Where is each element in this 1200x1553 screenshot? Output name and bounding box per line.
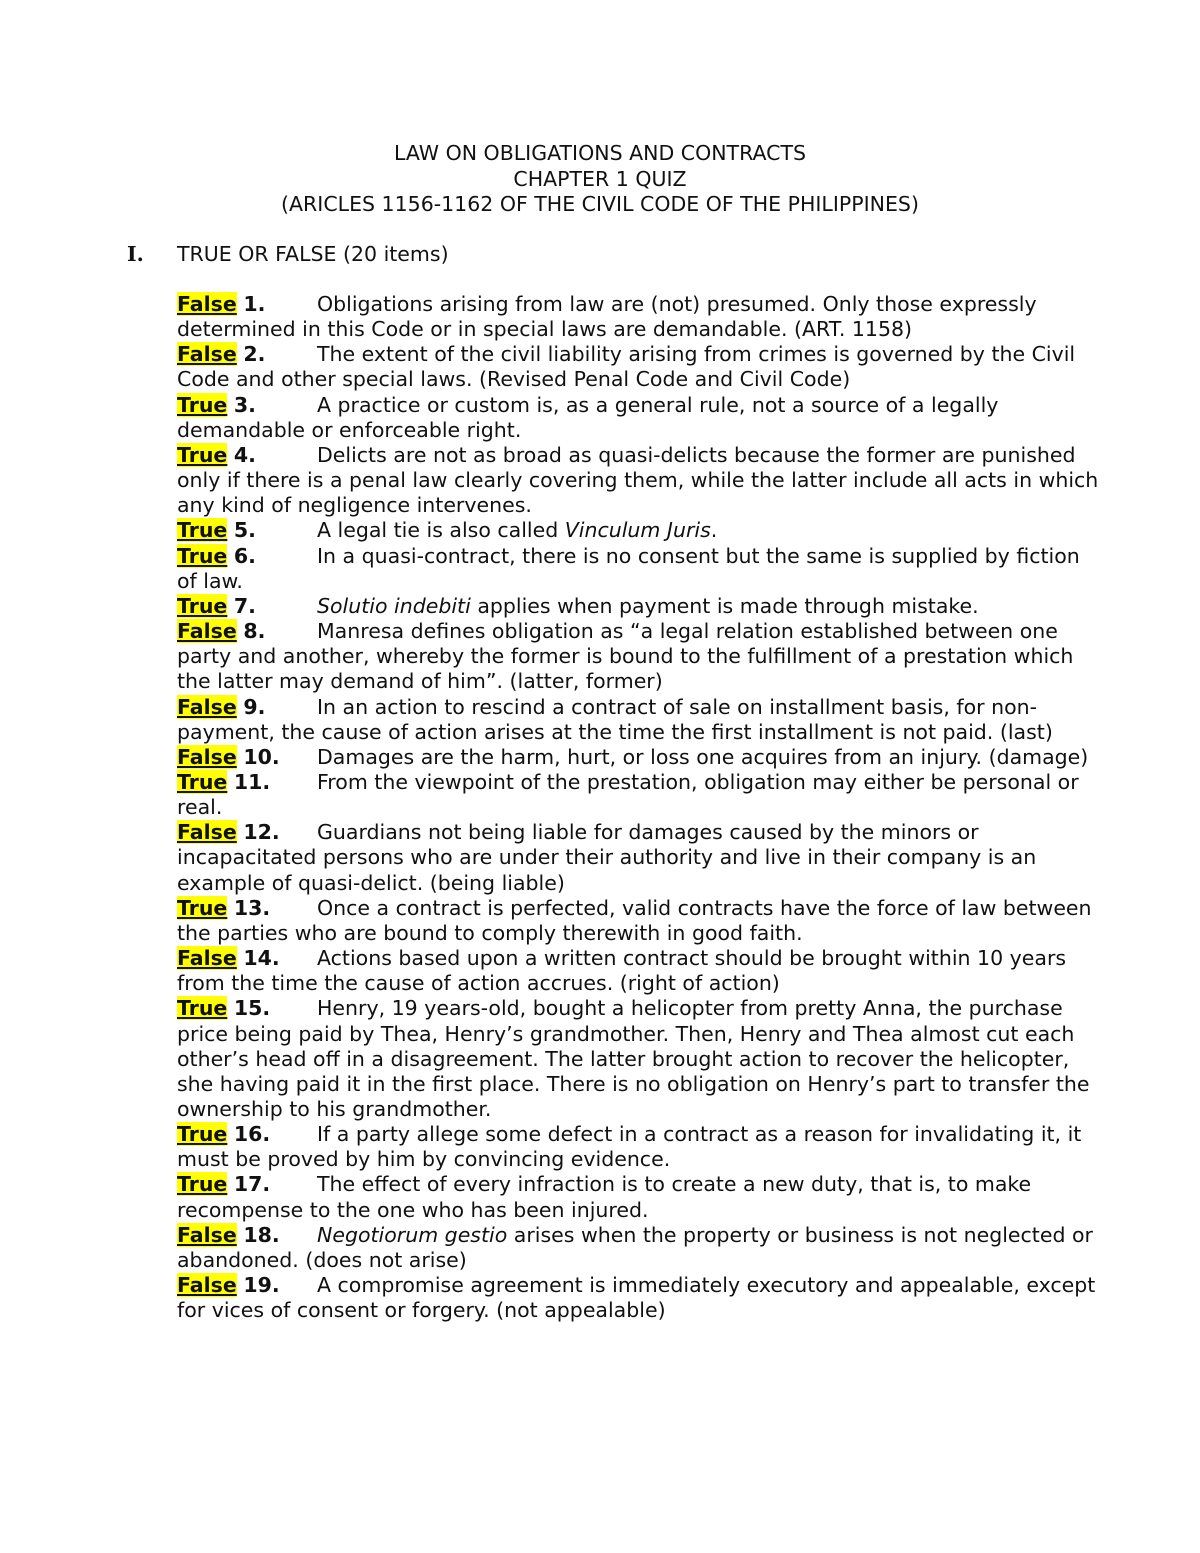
title-line-1: LAW ON OBLIGATIONS AND CONTRACTS (393, 141, 806, 165)
item-number: 7. (233, 593, 256, 618)
item-number: 14. (243, 946, 280, 971)
item-number: 8. (243, 619, 266, 644)
item-number: 4. (233, 442, 256, 467)
item-number: 11. (233, 769, 271, 794)
item-text: Manresa defines obligation as “a legal relation established between one party and another, whereby the former is bound to the fulfillment of a prestation which the latter may demand of him”. (latter, former) (177, 619, 1074, 694)
item-number: 1. (243, 292, 266, 316)
answer-highlight: True (177, 1172, 228, 1197)
answer-highlight: False (177, 619, 237, 644)
item-number: 10. (243, 744, 280, 769)
answer-highlight: True (177, 543, 228, 568)
quiz-item (177, 820, 1102, 895)
answer-highlight: True (177, 518, 228, 543)
answer-highlight: False (177, 1222, 237, 1247)
item-text: applies when payment is made through mistake. (470, 593, 979, 618)
quiz-item (177, 695, 1102, 745)
item-number: 6. (233, 543, 256, 568)
answer-highlight: True (177, 769, 228, 794)
item-text-end: . (710, 518, 718, 543)
item-number: 18. (243, 1222, 280, 1247)
item-number: 19. (243, 1273, 280, 1298)
answer-highlight: False (177, 946, 237, 971)
answer-highlight: True (177, 593, 228, 618)
item-number: 13. (233, 895, 271, 920)
quiz-item (177, 946, 1102, 996)
quiz-item (177, 745, 1102, 770)
quiz-item (177, 393, 1102, 443)
item-text: A legal tie is also called (317, 518, 565, 543)
quiz-item (177, 1223, 1102, 1273)
quiz-item (177, 518, 1102, 543)
item-number: 15. (233, 996, 271, 1021)
item-text: The extent of the civil liability arising from crimes is governed by the Civil Code and other special laws. (Revised Penal Code and Civil Code) (177, 342, 1076, 392)
item-number: 3. (233, 392, 256, 417)
section-heading (127, 241, 449, 267)
title-line-3: (ARICLES 1156-1162 OF THE CIVIL CODE OF THE PHILIPPINES) (281, 192, 919, 216)
item-italic-term: Solutio indebiti (317, 593, 471, 618)
item-text: Guardians not being liable for damages caused by the minors or incapacitated persons who are under their authority and live in their company is an example of quasi-delict. (being liable) (177, 820, 1037, 895)
quiz-item (177, 896, 1102, 946)
answer-highlight: False (177, 342, 237, 367)
item-text: Once a contract is perfected, valid contracts have the force of law between the parties who are bound to comply therewith in good faith. (177, 895, 1092, 945)
answer-highlight: True (177, 392, 228, 417)
answer-highlight: False (177, 694, 237, 719)
item-text: Actions based upon a written contract should be brought within 10 years from the time the cause of action accrues. (right of action) (177, 946, 1067, 996)
answer-highlight: True (177, 895, 228, 920)
title-line-2: CHAPTER 1 QUIZ (513, 166, 687, 191)
item-italic-term: Negotiorum gestio (317, 1222, 508, 1247)
item-text: arises when the property or business is not neglected or abandoned. (does not arise) (177, 1222, 1093, 1272)
item-text: In a quasi-contract, there is no consent but the same is supplied by fiction of law. (177, 543, 1080, 593)
item-number: 2. (243, 342, 266, 367)
item-italic-term: Vinculum Juris (564, 518, 711, 543)
item-text: If a party allege some defect in a contract as a reason for invalidating it, it must be proved by him by convincing evidence. (177, 1122, 1082, 1172)
item-text: Delicts are not as broad as quasi-delicts because the former are punished only if there is a penal law clearly covering them, while the latter include all acts in which any kind of negligence intervenes. (177, 442, 1099, 518)
section-numeral: I. (127, 242, 144, 266)
item-text: A compromise agreement is immediately executory and appealable, except for vices of consent or forgery. (not appealable) (177, 1273, 1096, 1323)
quiz-item (177, 342, 1102, 392)
quiz-item (177, 1273, 1102, 1323)
answer-highlight: True (177, 442, 228, 467)
quiz-items (177, 292, 1102, 1323)
document-title (0, 141, 1200, 218)
item-text: A practice or custom is, as a general rule, not a source of a legally demandable or enforceable right. (177, 392, 999, 442)
answer-highlight: False (177, 820, 237, 845)
item-number: 16. (233, 1122, 271, 1147)
quiz-item (177, 594, 1102, 619)
item-number: 17. (233, 1172, 271, 1197)
answer-highlight: True (177, 996, 228, 1021)
quiz-item (177, 1122, 1102, 1172)
quiz-item (177, 1172, 1102, 1222)
quiz-item (177, 619, 1102, 694)
quiz-item (177, 292, 1102, 342)
quiz-item (177, 770, 1102, 820)
item-text: The effect of every infraction is to create a new duty, that is, to make recompense to the one who has been injured. (177, 1172, 1032, 1222)
answer-highlight: False (177, 292, 237, 316)
item-text: Henry, 19 years-old, bought a helicopter from pretty Anna, the purchase price being paid by Thea, Henry’s grandmother. Then, Henry and Thea almost cut each other’s head off in a disagreement. The latter brought action to recover the helicopter, she having paid it in the first place. There is no obligation on Henry’s part to transfer the ownership to his grandmother. (177, 996, 1090, 1121)
item-number: 9. (243, 694, 266, 719)
item-text: In an action to rescind a contract of sale on installment basis, for non-payment, the cause of action arises at the time the first installment is not paid. (last) (177, 694, 1053, 744)
item-number: 5. (233, 518, 256, 543)
quiz-item (177, 544, 1102, 594)
item-text: From the viewpoint of the prestation, obligation may either be personal or real. (177, 769, 1079, 820)
section-title: TRUE OR FALSE (20 items) (177, 242, 449, 266)
quiz-item (177, 443, 1102, 518)
item-number: 12. (243, 820, 280, 845)
answer-highlight: True (177, 1122, 228, 1147)
quiz-item (177, 996, 1102, 1122)
item-text: Obligations arising from law are (not) presumed. Only those expressly determined in this Code or in special laws are demandable. (ART. 1158) (177, 292, 1037, 342)
answer-highlight: False (177, 744, 237, 769)
answer-highlight: False (177, 1273, 237, 1298)
item-text: Damages are the harm, hurt, or loss one acquires from an injury. (damage) (317, 744, 1089, 769)
